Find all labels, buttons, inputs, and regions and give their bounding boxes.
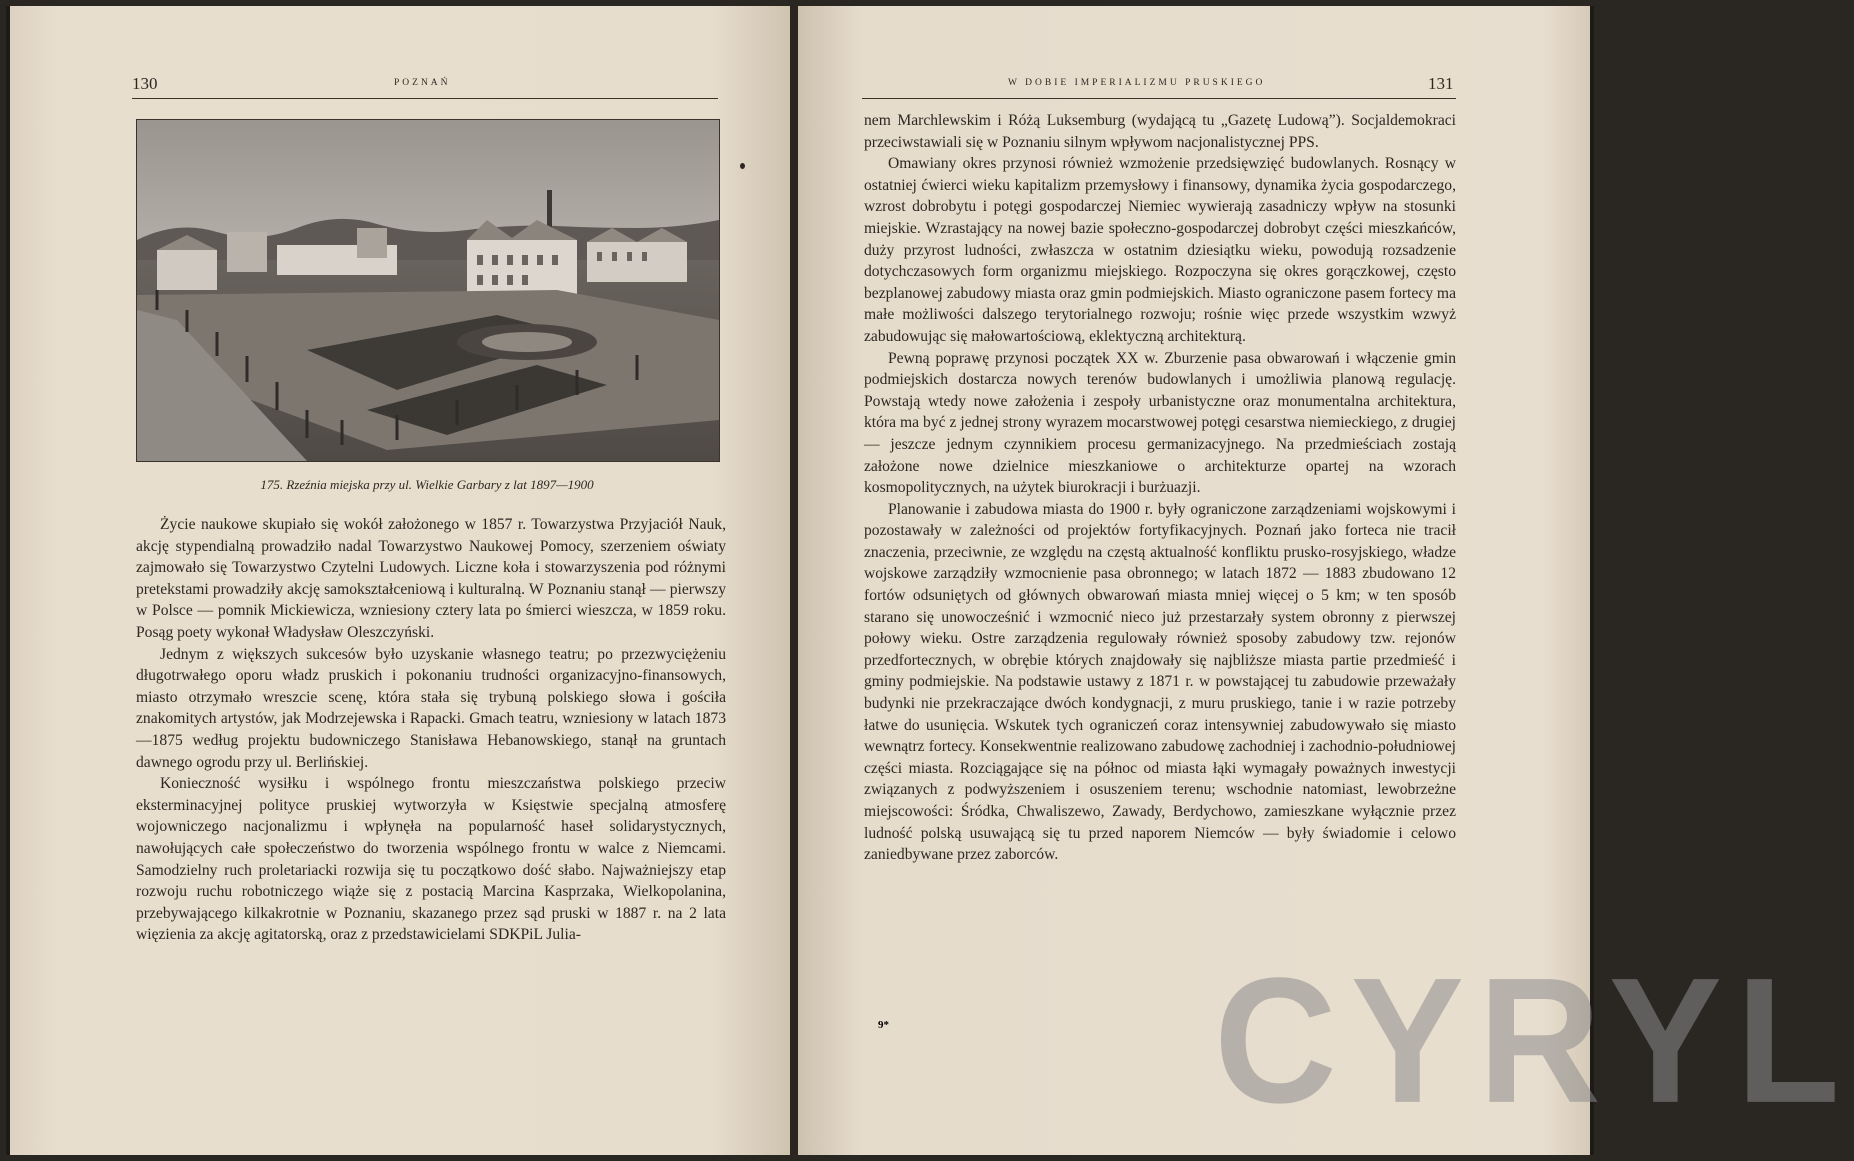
running-head: W DOBIE IMPERIALIZMU PRUSKIEGO [1008, 78, 1266, 88]
stray-ink-dot [740, 163, 745, 169]
book-gutter [790, 6, 798, 1155]
paragraph: Życie naukowe skupiało się wokół założonego w 1857 r. Towarzystwa Przyjaciół Nauk, akcję stypendialną prowadziło nadal Towarzystwo Naukowej Pomocy, szerzeniem oświaty zajmowało się Towarzystwo Czytelni Ludowych. Liczne koła i stowarzyszenia pod różnymi pretekstami prowadziły akcję samokształceniową i kulturalną. W Poznaniu stanął — pierwszy w Polsce — pomnik Mickiewicza, wzniesiony cztery lata po śmierci wieszcza, w 1859 roku. Posąg poety wykonał Władysław Oleszczyński. [136, 516, 726, 641]
running-head: POZNAŃ [394, 78, 451, 88]
paragraph: Planowanie i zabudowa miasta do 1900 r. były ograniczone zarządzeniami wojskowymi i pozostawały w zależności od projektów fortyfikacyjnych. Poznań jako forteca nie tracił znaczenia, przeciwnie, ze względu na częstą aktualność konfliktu prusko-rosyjskiego, władze wojskowe zarządziły wzmocnienie pasa obronnego; w latach 1872 — 1883 zbudowano 12 fortów odsuniętych od głównych obwarowań miasta mniej więcej o 5 km; w ten sposób starano się unowocześnić i wzmocnić nieco już przestarzały system obronny z pierwszej połowy wieku. Ostre zarządzenia regulowały również sposoby zabudowy tzw. rejonów przedfortecznych, w obrębie których znajdowały się najbliższe miasta partie przedmieść i gminy podmiejskie. Na podstawie ustawy z 1871 r. w powstającej tu zabudowie przeważały budynki nie przekraczające dwóch kondygnacji, z muru pruskiego, tanie i w razie potrzeby łatwe do usunięcia. Wskutek tych ograniczeń coraz intensywniej zabudowywało się miasto wewnątrz fortecy. Konsekwentnie realizowano zabudowę zachodniej i zachodnio-południowej części miasta. Rozciągające się na północ od miasta łąki wymagały poważnych inwestycji związanych z podwyższeniem i osuszeniem terenu; wschodnie natomiast, lewobrzeżne miejscowości: Śródka, Chwaliszewo, Zawady, Berdychowo, zamieszkane wyłącznie przez ludność polską usuwającą się tu przed naporem Niemców — były świadomie i celowo zaniedbywane przez zaborców. [864, 500, 1456, 864]
paragraph: Omawiany okres przynosi również wzmożenie przedsięwzięć budowlanych. Rosnący w ostatniej ćwierci wieku kapitalizm przemysłowy i finansowy, dynamika życia gospodarczego, wzrost dobrobytu i potęgi gospodarczej Niemiec wywierają zasadniczy wpływ na stosunki miejskie. Wzrastający na nowej bazie społeczno-gospodarczej dobrobyt części mieszkańców, duży przyrost ludności, zwłaszcza w ostatnim dziesiątku wieku, powodują rozsadzenie dotychczasowych form organizmu miejskiego. Rozpoczyna się okres gorączkowej, często bezplanowej zabudowy miasta oraz gmin podmiejskich. Miasto ograniczone pasem fortecy ma małe możliwości dalszego terytorialnego rozwoju; rośnie więc przede wszystkim wzwyż zabudowując się małowartościową, eklektyczną architekturą. [864, 155, 1456, 345]
slaughterhouse-photo-illustration [137, 120, 719, 461]
figure-photo [136, 119, 720, 462]
paragraph: Pewną poprawę przynosi początek XX w. Zburzenie pasa obwarowań i włączenie gmin podmiejskich dostarcza nowych terenów budowlanych i umożliwia planową regulację. Powstają wtedy nowe założenia i zespoły urbanistyczne oraz monumentalna architektura, która ma być z jednej strony wyrazem mocarstwowej potęgi cesarstwa niemieckiego, z drugiej — jeszcze jednym czynnikiem procesu germanizacyjnego. Na przedmieściach zostają założone nowe dzielnice mieszkaniowe o architekturze opartej na wzorach kosmopolitycznych, na użytek biurokracji i burżuazji. [864, 349, 1456, 497]
paragraph: nem Marchlewskim i Różą Luksemburg (wydającą tu „Gazetę Ludową”). Socjaldemokraci przeciwstawiali się w Poznaniu silnym wpływom nacjonalistycznej PPS. [864, 112, 1456, 151]
paragraph: Konieczność wysiłku i wspólnego frontu mieszczaństwa polskiego przeciw eksterminacyjnej polityce pruskiej wytworzyła w Księstwie specjalną atmosferę wojowniczego nacjonalizmu i wpłynęła na popularność haseł solidarystycznych, nawołujących całe społeczeństwo do tworzenia wspólnego frontu w walce z Niemcami. Samodzielny ruch proletariacki rozwija się tu początkowo dość słabo. Najważniejszy etap rozwoju ruchu robotniczego wiąże się z postacią Marcina Kasprzaka, Wielkopolanina, przebywającego kilkakrotnie w Poznaniu, skazanego przez sąd pruski w 1887 r. na 2 lata więzienia za akcję agitatorską, oraz z przedstawicielami SDKPiL Julia- [136, 775, 726, 944]
figure-caption: 175. Rzeźnia miejska przy ul. Wielkie Garbary z lat 1897—1900 [260, 477, 594, 492]
signature-mark: 9* [878, 1019, 889, 1031]
right-body-text [864, 110, 1456, 866]
left-body-text [136, 514, 726, 946]
watermark-logo: CYRYL [1214, 941, 1854, 1141]
left-page [10, 6, 790, 1155]
page-number: 131 [1428, 74, 1454, 93]
paragraph: Jednym z większych sukcesów było uzyskanie własnego teatru; po przezwyciężeniu długotrwałego oporu władz pruskich i pokonaniu trudności organizacyjno-finansowych, miasto otrzymało wreszcie scenę, która stała się trybuną polskiego słowa i gościła znakomitych artystów, jak Modrzejewska i Rapacki. Gmach teatru, wzniesiony w latach 1873—1875 według projektu budowniczego Stanisława Hebanowskiego, stanął na gruntach dawnego ogrodu przy ul. Berlińskiej. [136, 645, 726, 771]
header-rule [132, 98, 718, 99]
page-number: 130 [132, 74, 158, 93]
book-spread [6, 6, 1854, 1155]
header-rule [862, 98, 1456, 99]
